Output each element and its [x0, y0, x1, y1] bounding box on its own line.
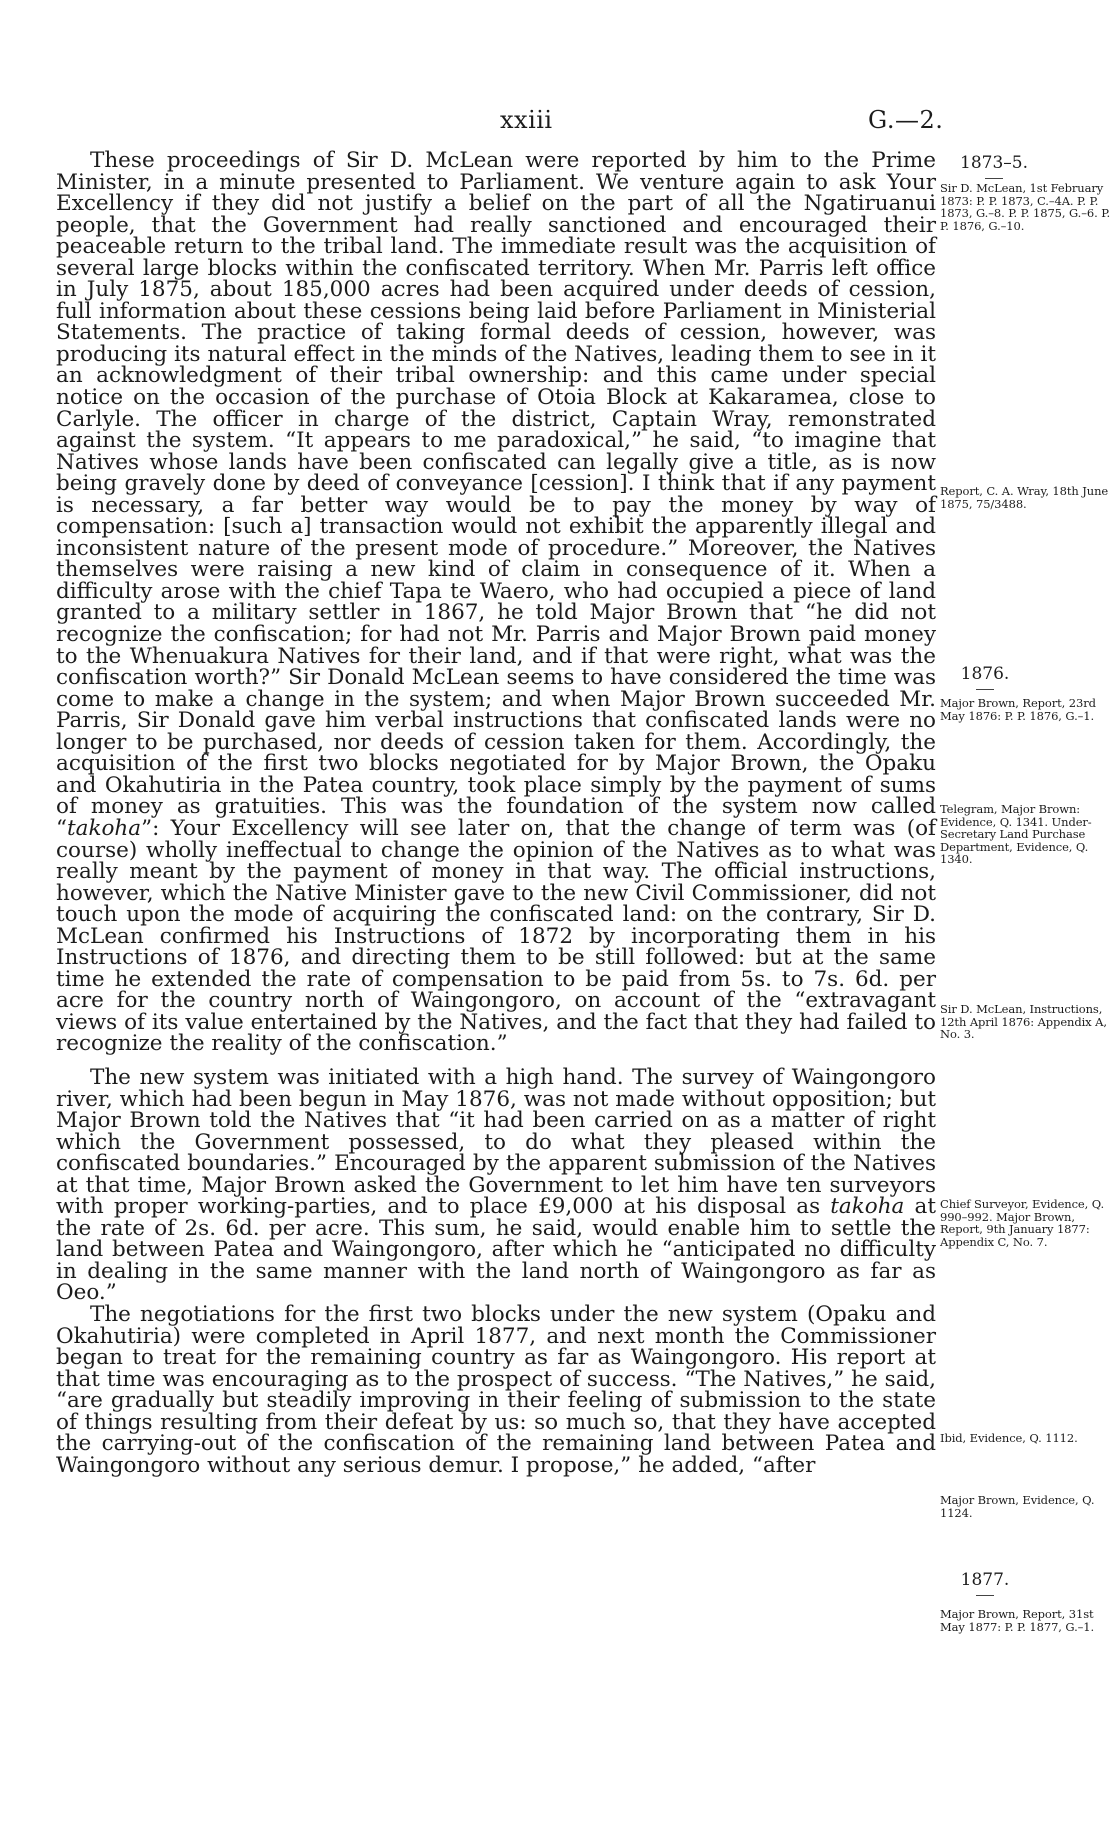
margin-note: Telegram, Major Brown: Evidence, Q. 1341. Under-Secretary Land Purchase Department, Evidence, Q. 1340. — [940, 802, 1092, 866]
margin-divider — [976, 689, 994, 690]
page-number: xxiii — [500, 106, 553, 134]
margin-note: Ibid, Evidence, Q. 1112. — [940, 1431, 1078, 1445]
body-text — [56, 150, 936, 1476]
margin-note: Major Brown, Report, 31st May 1877: P. P. 1877, G.–1. — [940, 1607, 1095, 1634]
margin-note: Sir D. McLean, 1st February 1873: P. P. 1873, C.–4A. P. P. 1873, G.–8. P. P. 1875, G.–6. P. P. 1876, G.–10. — [940, 181, 1111, 233]
paragraph: The new system was initiated with a high hand. The survey of Waingongoro river, which had been begun in May 1876, was not made without opposition; but Major Brown told the Natives that “it had been carried on as a matter of right which the Government possessed, to do what they pleased within the confiscated boundaries.” Encouraged by the apparent submission of the Natives at that time, Major Brown asked the Government to let him have ten surveyors with proper working-parties, and to place £9,000 at his disposal as takoha at the rate of 2s. 6d. per acre. This sum, he said, would enable him to settle the land between Patea and Waingongoro, after which he “anticipated no difficulty in dealing in the same manner with the land north of Waingongoro as far as Oeo.” — [56, 1064, 936, 1306]
margin-note: Chief Surveyor, Evidence, Q. 990–992. Major Brown, Report, 9th January 1877: Appendix C, No. 7. — [940, 1197, 1105, 1249]
margin-note: Major Brown, Report, 23rd May 1876: P. P. 1876, G.–1. — [940, 696, 1096, 723]
margin-divider — [985, 178, 1003, 179]
margin-year: 1876. — [960, 664, 1010, 684]
paragraph: The negotiations for the first two blocks under the new system (Opaku and Okahutiria) were completed in April 1877, and next month the Commissioner began to treat for the remaining country as far as Waingongoro. His report at that time was encouraging as to the prospect of success. “The Natives,” he said, “are gradually but steadily improving in their feeling of submission to the state of things resulting from their defeat by us: so much so, that they have accepted the carrying-out of the confiscation of the remaining land between Patea and Waingongoro without any serious demur. I propose,” he added, “after — [56, 1301, 936, 1478]
margin-year: 1873–5. — [960, 153, 1028, 173]
margin-divider — [976, 1595, 994, 1596]
margin-note: Report, C. A. Wray, 18th June 1875, 75/3488. — [940, 484, 1109, 511]
paragraph: These proceedings of Sir D. McLean were reported by him to the Prime Minister, in a minute presented to Parliament. We venture again to ask Your Excellency if they did not justify a belief on the part of all the Ngatiruanui people, that the Government had really sanctioned and encouraged their peaceable return to the tribal land. The immediate result was the acquisition of several large blocks within the confiscated territory. When Mr. Parris left office in July 1875, about 185,000 acres had been acquired under deeds of cession, full information about these cessions being laid before Parliament in Ministerial Statements. The practice of taking formal deeds of cession, however, was producing its natural effect in the minds of the Natives, leading them to see in it an acknowledgment of their tribal ownership: and this came under special notice on the occasion of the purchase of Otoia Block at Kakaramea, close to Carlyle. The officer in charge of the district, Captain Wray, remonstrated against the system. “It appears to me paradoxical,” he said, “to imagine that Natives whose lands have been confiscated can legally give a title, as is now being gravely done by deed of conveyance [cession]. I think that if any payment is necessary, a far better way would be to pay the money by way of compensation: [such a] transaction would not exhibit the apparently illegal and inconsistent nature of the present mode of procedure.” Moreover, the Natives themselves were raising a new kind of claim in consequence of it. When a difficulty arose with the chief Tapa te Waero, who had occupied a piece of land granted to a military settler in 1867, he told Major Brown that “he did not recognize the confiscation; for had not Mr. Parris and Major Brown paid money to the Whenuakura Natives for their land, and if that were right, what was the confiscation worth?” Sir Donald McLean seems to have considered the time was come to make a change in the system; and when Major Brown succeeded Mr. Parris, Sir Donald gave him verbal instructions that confiscated lands were no longer to be purchased, nor deeds of cession taken for them. Accordingly, the acquisition of the first two blocks negotiated for by Major Brown, the Opaku and Okahutiria in the Patea country, took place simply by the payment of sums of money as gratuities. This was the foundation of the system now called “takoha”: Your Excellency will see later on, that the change of term was (of course) wholly ineffectual to change the opinion of the Natives as to what was really meant by the payment of money in that way. The official instructions, however, which the Native Minister gave to the new Civil Commissioner, did not touch upon the mode of acquiring the confiscated land: on the contrary, Sir D. McLean confirmed his Instructions of 1872 by incorporating them in his Instructions of 1876, and directing them to be still followed: but at the same time he extended the rate of compensation to be paid from 5s. to 7s. 6d. per acre for the country north of Waingongoro, on account of the “extravagant views of its value entertained by the Natives, and the fact that they had failed to recognize the reality of the confiscation.” — [56, 148, 936, 1057]
margin-note: Sir D. McLean, Instructions, 12th April 1876: Appendix A, No. 3. — [940, 1002, 1107, 1041]
document-reference: G.—2. — [868, 106, 944, 134]
margin-year: 1877. — [960, 1570, 1010, 1590]
margin-note: Major Brown, Evidence, Q. 1124. — [940, 1493, 1095, 1520]
